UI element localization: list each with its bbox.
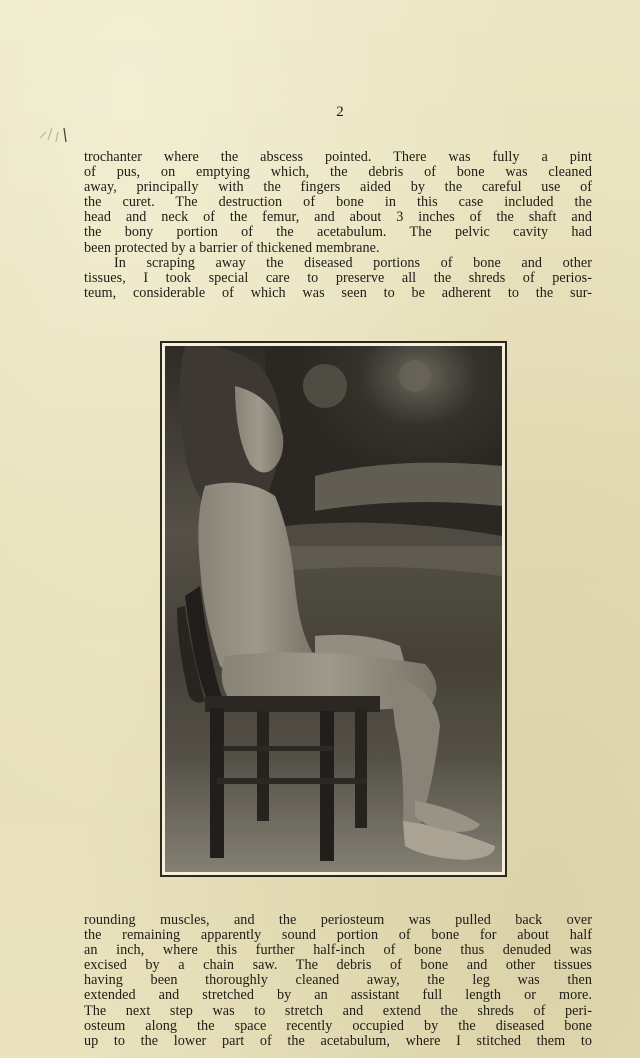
text-line: excised by a chain saw. The debris of bone and other tissues [84,957,592,974]
photograph-frame [160,341,507,877]
text-line: In scraping away the diseased portions of bone and other [114,254,592,271]
text-line: an inch, where this further half-inch of bone thus denuded was [84,942,592,959]
photograph-child-seated-on-chair [165,346,502,872]
text-line: tissues, I took special care to preserve all the shreds of perios- [84,269,592,286]
text-line: of pus, on emptying which, the debris of bone was cleaned [84,164,592,181]
text-line: head and neck of the femur, and about 3 inches of the shaft and [84,209,592,226]
text-line: rounding muscles, and the periosteum was pulled back over [84,912,592,928]
paragraph-2 [84,256,592,301]
library-stamp-mark [36,118,72,146]
text-line: the remaining apparently sound portion of bone for about half [84,927,592,944]
text-line: having been thoroughly cleaned away, the leg was then [84,972,592,989]
bottom-text-block [84,913,592,1049]
text-line: trochanter where the abscess pointed. There was fully a pint [84,149,592,165]
text-line: the curet. The destruction of bone in this case included the [84,194,592,211]
paragraph-3 [84,913,592,1049]
top-text-block [84,150,592,301]
paragraph-1 [84,150,592,256]
text-line: the bony portion of the acetabulum. The pelvic cavity had [84,224,592,241]
text-line: extended and stretched by an assistant full length or more. [84,987,592,1004]
text-line: away, principally with the fingers aided by the careful use of [84,179,592,196]
text-line: up to the lower part of the acetabulum, where I stitched them to [84,1032,592,1049]
page-number: 2 [336,104,344,120]
text-line: The next step was to stretch and extend the shreds of peri- [84,1002,592,1019]
text-line: teum, considerable of which was seen to be adherent to the sur- [84,284,592,301]
text-line: osteum along the space recently occupied by the diseased bone [84,1017,592,1034]
text-line: been protected by a barrier of thickened membrane. [84,239,380,256]
